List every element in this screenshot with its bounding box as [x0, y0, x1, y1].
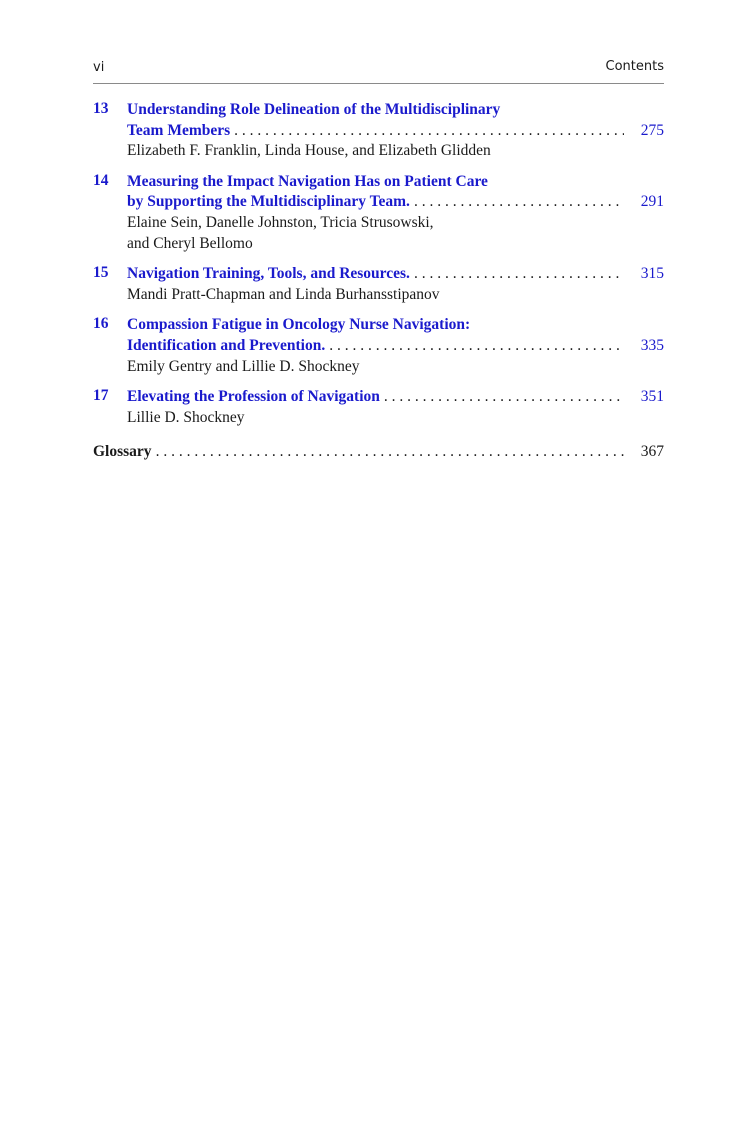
toc-entry-13 — [93, 100, 664, 162]
chapter-number: 15 — [93, 264, 109, 282]
running-header — [93, 58, 664, 80]
dot-leader — [230, 121, 624, 142]
chapter-title-link[interactable]: by Supporting the Multidisciplinary Team. — [127, 193, 410, 211]
chapter-title-link[interactable]: Measuring the Impact Navigation Has on Patient Care — [127, 172, 488, 190]
chapter-authors: Mandi Pratt-Chapman and Linda Burhansstipanov — [127, 285, 440, 303]
chapter-title-link[interactable]: Navigation Training, Tools, and Resources. — [127, 265, 410, 283]
dot-leader — [410, 264, 624, 285]
dot-leader — [152, 442, 624, 463]
chapter-number: 17 — [93, 387, 109, 405]
running-title: Contents — [605, 59, 664, 74]
chapter-authors: Emily Gentry and Lillie D. Shockney — [127, 357, 360, 375]
chapter-title-link[interactable]: Team Members — [127, 121, 231, 139]
page-link[interactable]: 335 — [640, 336, 664, 354]
toc-entry-glossary — [93, 442, 664, 463]
header-rule — [93, 83, 664, 84]
chapter-authors: and Cheryl Bellomo — [127, 234, 253, 252]
glossary-title[interactable]: Glossary — [93, 443, 152, 461]
toc-entry-14 — [93, 172, 664, 254]
toc-entry-15 — [93, 264, 664, 305]
toc-entry-16 — [93, 315, 664, 377]
table-of-contents — [93, 100, 664, 473]
glossary-page[interactable]: 367 — [640, 443, 664, 461]
chapter-authors: Elaine Sein, Danelle Johnston, Tricia Strusowski, — [127, 213, 434, 231]
chapter-title-link[interactable]: Understanding Role Delineation of the Multidisciplinary — [127, 101, 501, 118]
page-link[interactable]: 315 — [640, 265, 664, 283]
chapter-number: 14 — [93, 171, 109, 189]
page-link[interactable]: 351 — [640, 388, 664, 406]
dot-leader — [380, 387, 624, 408]
page-link[interactable]: 291 — [640, 193, 664, 211]
chapter-title-link[interactable]: Identification and Prevention. — [127, 336, 326, 354]
chapter-authors: Elizabeth F. Franklin, Linda House, and Elizabeth Glidden — [127, 142, 491, 160]
toc-entry-17 — [93, 387, 664, 428]
page-link[interactable]: 275 — [640, 121, 664, 139]
chapter-title-link[interactable]: Compassion Fatigue in Oncology Nurse Navigation: — [127, 316, 471, 334]
dot-leader — [410, 192, 624, 213]
page-number: vi — [93, 60, 105, 75]
chapter-title-link[interactable]: Elevating the Profession of Navigation — [127, 388, 380, 406]
dot-leader — [325, 336, 624, 357]
chapter-number: 16 — [93, 315, 109, 333]
chapter-number: 13 — [93, 100, 109, 117]
chapter-authors: Lillie D. Shockney — [127, 408, 245, 426]
